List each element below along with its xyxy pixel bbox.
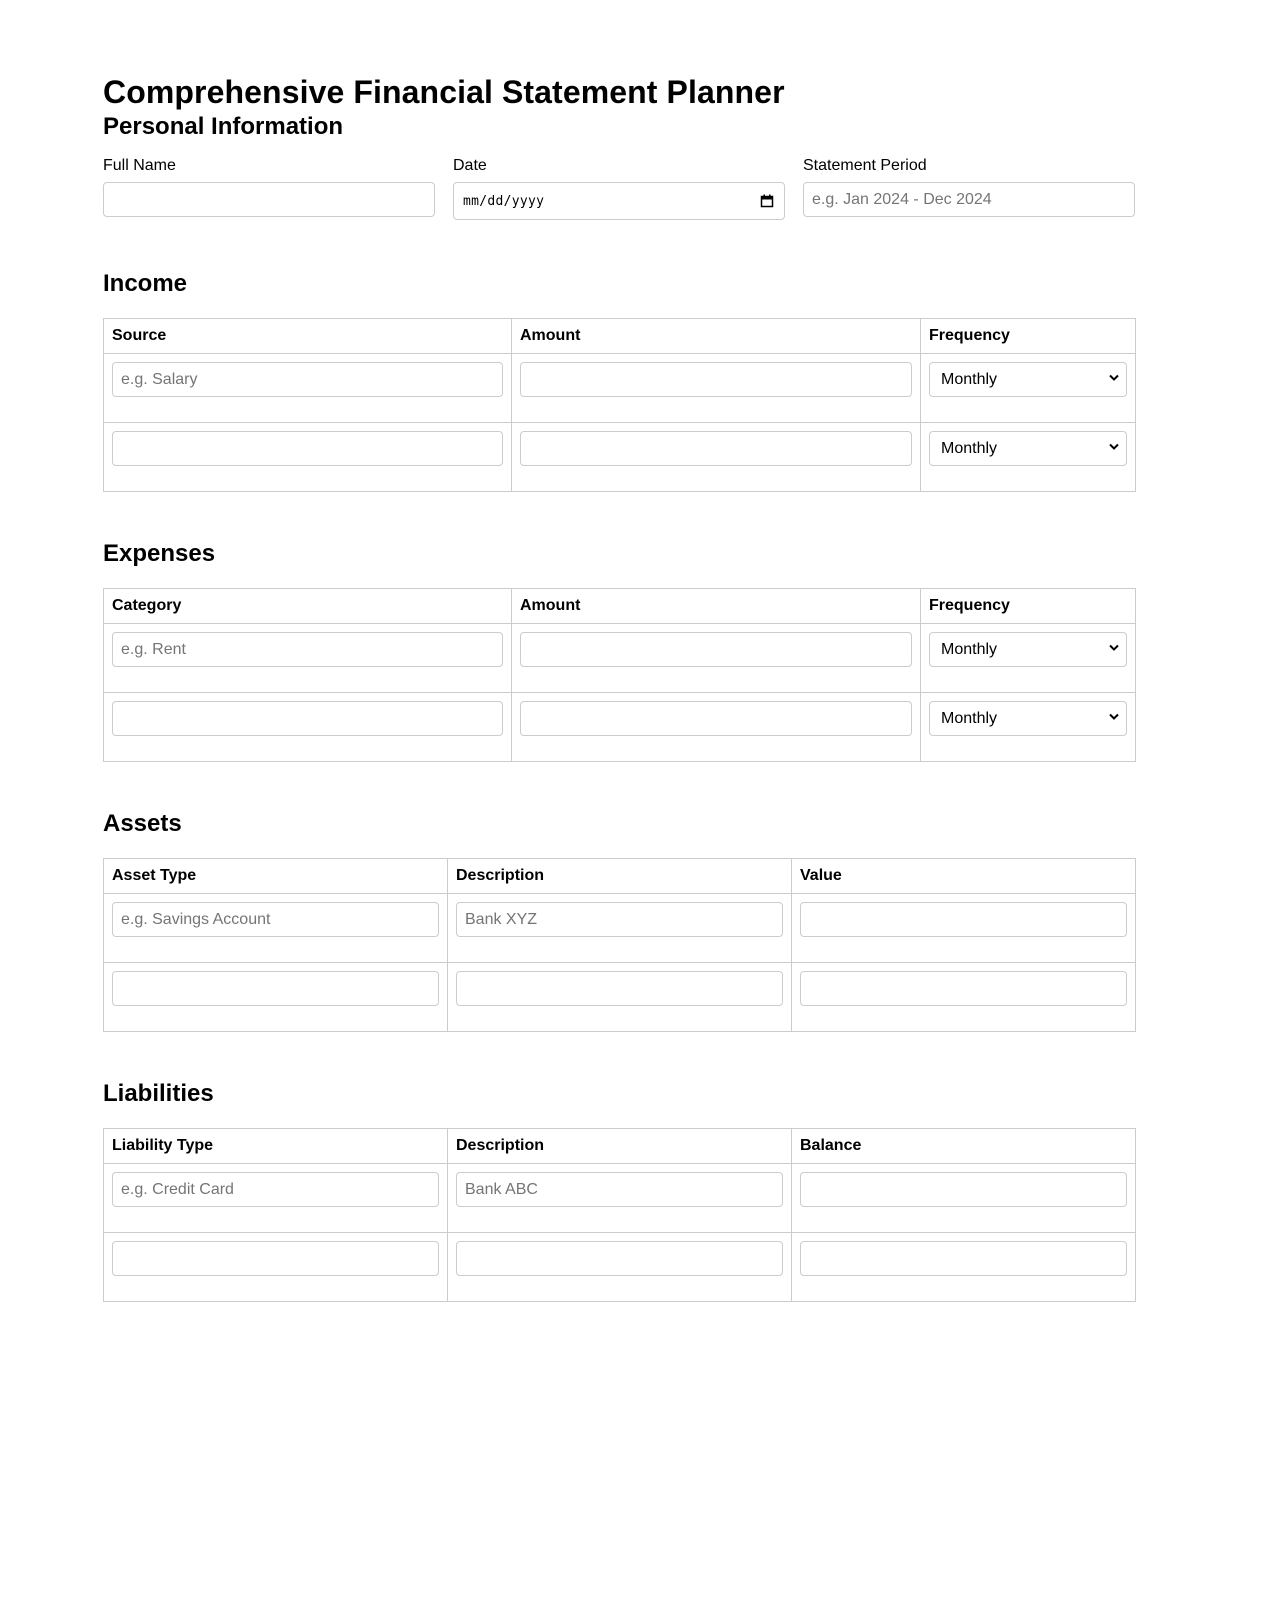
liability-balance-input[interactable] (800, 1241, 1127, 1276)
statement-period-field-group (803, 157, 1135, 220)
expenses-section (103, 539, 1135, 762)
income-header-frequency: Frequency (921, 319, 1136, 354)
assets-title: Assets (103, 810, 182, 837)
expenses-table (103, 588, 1136, 762)
table-row (104, 354, 1136, 423)
liability-description-input[interactable] (456, 1172, 783, 1207)
asset-type-input[interactable] (112, 971, 439, 1006)
table-row (104, 1164, 1136, 1233)
expenses-header-row (104, 589, 1136, 624)
planner-page (103, 0, 1135, 1302)
expenses-title: Expenses (103, 540, 216, 567)
expense-frequency-select[interactable] (929, 632, 1127, 667)
income-frequency-select[interactable] (929, 362, 1127, 397)
calendar-icon[interactable] (760, 194, 774, 208)
liability-type-input[interactable] (112, 1172, 439, 1207)
liability-description-input[interactable] (456, 1241, 783, 1276)
personal-info-row (103, 157, 1135, 220)
asset-description-input[interactable] (456, 902, 783, 937)
table-row (104, 423, 1136, 492)
liabilities-section (103, 1079, 1135, 1302)
full-name-field-group (103, 157, 435, 220)
page-title: Comprehensive Financial Statement Planner (103, 74, 785, 110)
income-title: Income (103, 270, 188, 297)
liability-type-input[interactable] (112, 1241, 439, 1276)
income-source-input[interactable] (112, 431, 503, 466)
expense-category-input[interactable] (112, 632, 503, 667)
income-frequency-select[interactable] (929, 431, 1127, 466)
full-name-label: Full Name (103, 157, 176, 174)
liabilities-header-type: Liability Type (104, 1129, 448, 1164)
expenses-header-amount: Amount (512, 589, 921, 624)
assets-section (103, 809, 1135, 1032)
expense-amount-input[interactable] (520, 632, 912, 667)
table-row (104, 693, 1136, 762)
assets-header-value: Value (792, 859, 1136, 894)
assets-header-type: Asset Type (104, 859, 448, 894)
table-row (104, 894, 1136, 963)
income-amount-input[interactable] (520, 431, 912, 466)
liabilities-header-description: Description (448, 1129, 792, 1164)
statement-period-input[interactable] (803, 182, 1135, 217)
liabilities-header-balance: Balance (792, 1129, 1136, 1164)
asset-value-input[interactable] (800, 902, 1127, 937)
statement-period-label: Statement Period (803, 157, 927, 174)
income-section (103, 269, 1135, 492)
date-field-group (453, 157, 785, 220)
table-row (104, 1233, 1136, 1302)
expense-frequency-select[interactable] (929, 701, 1127, 736)
table-row (104, 963, 1136, 1032)
expenses-header-category: Category (104, 589, 512, 624)
expense-amount-input[interactable] (520, 701, 912, 736)
income-header-amount: Amount (512, 319, 921, 354)
assets-header-description: Description (448, 859, 792, 894)
expenses-header-frequency: Frequency (921, 589, 1136, 624)
assets-header-row (104, 859, 1136, 894)
liabilities-table (103, 1128, 1136, 1302)
date-input[interactable] (453, 182, 785, 220)
income-source-input[interactable] (112, 362, 503, 397)
table-row (104, 624, 1136, 693)
full-name-input[interactable] (103, 182, 435, 217)
date-label: Date (453, 157, 487, 174)
asset-value-input[interactable] (800, 971, 1127, 1006)
income-header-row (104, 319, 1136, 354)
asset-type-input[interactable] (112, 902, 439, 937)
personal-info-title: Personal Information (103, 113, 344, 140)
income-amount-input[interactable] (520, 362, 912, 397)
income-header-source: Source (104, 319, 512, 354)
date-input-text: mm/dd/yyyy (463, 193, 545, 209)
assets-table (103, 858, 1136, 1032)
income-table (103, 318, 1136, 492)
expense-category-input[interactable] (112, 701, 503, 736)
liabilities-header-row (104, 1129, 1136, 1164)
asset-description-input[interactable] (456, 971, 783, 1006)
liabilities-title: Liabilities (103, 1080, 214, 1107)
liability-balance-input[interactable] (800, 1172, 1127, 1207)
